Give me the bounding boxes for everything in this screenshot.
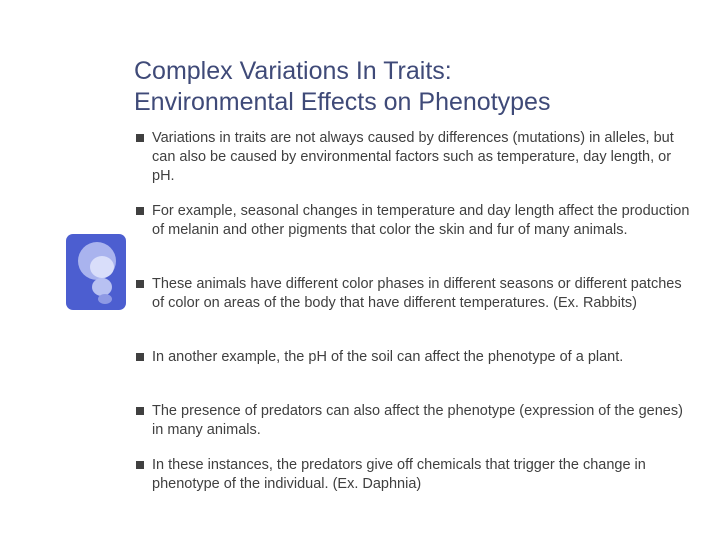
bullet-item	[130, 456, 696, 494]
slide-title-line-2: Environmental Effects on Phenotypes	[134, 88, 551, 116]
square-bullet-icon	[136, 134, 144, 142]
square-bullet-icon	[136, 461, 144, 469]
bullet-text: Variations in traits are not always caused by differences (mutations) in alleles, but can also be caused by environmental factors such as temperature, day length, or pH.	[152, 130, 674, 184]
slide-title	[134, 56, 694, 118]
slide-title-line-1: Complex Variations In Traits:	[134, 57, 452, 85]
decorative-bubble-graphic	[66, 234, 126, 310]
square-bullet-icon	[136, 353, 144, 361]
bubble-medium-icon	[90, 256, 114, 278]
bullet-text: The presence of predators can also affect the phenotype (expression of the genes) in many animals.	[152, 403, 683, 438]
bullet-item	[130, 129, 696, 186]
square-bullet-icon	[136, 207, 144, 215]
bullet-text: For example, seasonal changes in temperature and day length affect the production of melanin and other pigments that color the skin and fur of many animals.	[152, 203, 690, 238]
square-bullet-icon	[136, 407, 144, 415]
bullet-item	[130, 402, 696, 440]
bullet-text: In these instances, the predators give off chemicals that trigger the change in phenotype of the individual. (Ex. Daphnia)	[152, 457, 646, 492]
square-bullet-icon	[136, 280, 144, 288]
bubble-tiny-icon	[98, 294, 112, 304]
bullet-item	[130, 202, 696, 240]
bullet-item	[130, 275, 696, 313]
bullet-item	[130, 348, 696, 367]
bullet-text: These animals have different color phases in different seasons or different patches of color on areas of the body that have different temperatures. (Ex. Rabbits)	[152, 276, 682, 311]
bullet-text: In another example, the pH of the soil can affect the phenotype of a plant.	[152, 349, 624, 365]
